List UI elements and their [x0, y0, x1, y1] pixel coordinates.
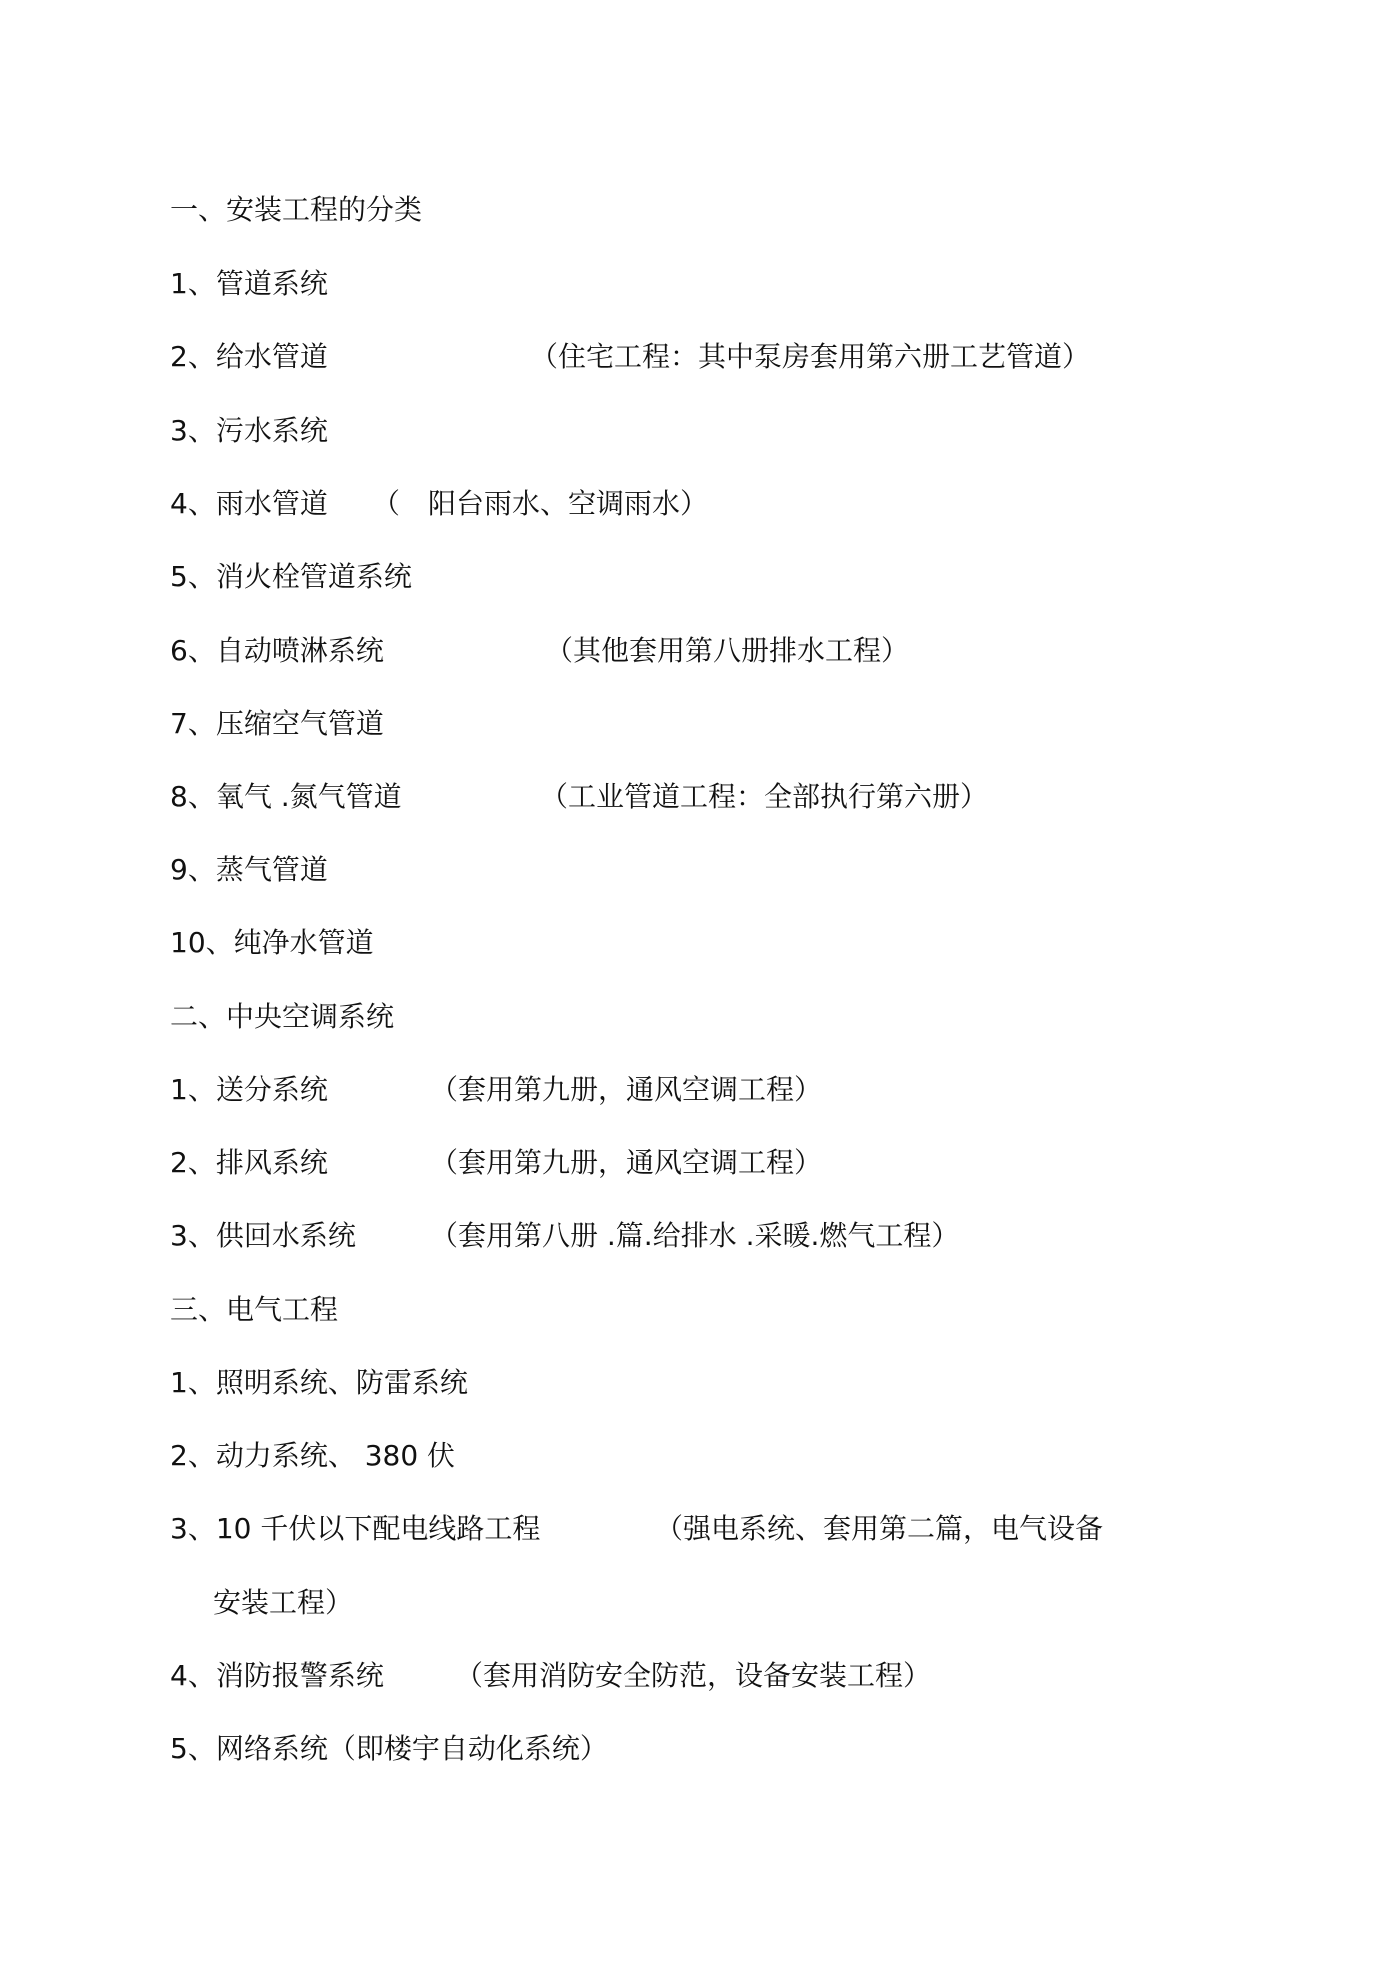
section-heading-installation: 一、安装工程的分类	[170, 193, 423, 226]
list-item-pure-water: 10、纯净水管道	[170, 926, 374, 959]
section-heading-hvac: 二、中央空调系统	[170, 1000, 395, 1033]
list-item-hydrant: 5、消火栓管道系统	[170, 560, 412, 593]
list-item-note-fire-alarm: （套用消防安全防范，设备安装工程）	[455, 1659, 932, 1692]
list-item-rainwater: 4、雨水管道	[170, 487, 328, 520]
list-item-note-exhaust: （套用第九册，通风空调工程）	[430, 1146, 823, 1179]
list-item-chilled-water: 3、供回水系统	[170, 1219, 356, 1252]
list-item-network: 5、网络系统（即楼宇自动化系统）	[170, 1732, 608, 1765]
list-item-sewage: 3、污水系统	[170, 414, 328, 447]
list-item-distribution-continued: 安装工程）	[213, 1586, 354, 1619]
list-item-sprinkler: 6、自动喷淋系统	[170, 634, 384, 667]
list-item-power: 2、动力系统、 380 伏	[170, 1439, 456, 1472]
list-item-note-oxygen-nitrogen: （工业管道工程：全部执行第六册）	[540, 780, 989, 813]
list-item-note-sprinkler: （其他套用第八册排水工程）	[545, 634, 910, 667]
list-item-steam: 9、蒸气管道	[170, 853, 328, 886]
list-item-pipeline-system: 1、管道系统	[170, 267, 328, 300]
list-item-oxygen-nitrogen: 8、氧气 .氮气管道	[170, 780, 402, 813]
list-item-lighting: 1、照明系统、防雷系统	[170, 1366, 468, 1399]
list-item-note-distribution: （强电系统、套用第二篇，电气设备	[655, 1512, 1104, 1545]
list-item-supply-air: 1、送分系统	[170, 1073, 328, 1106]
list-item-water-supply: 2、给水管道	[170, 340, 328, 373]
list-item-distribution: 3、10 千伏以下配电线路工程	[170, 1512, 541, 1545]
list-item-compressed-air: 7、压缩空气管道	[170, 707, 384, 740]
section-heading-electrical: 三、电气工程	[170, 1293, 339, 1326]
list-item-note-supply-air: （套用第九册，通风空调工程）	[430, 1073, 823, 1106]
list-item-fire-alarm: 4、消防报警系统	[170, 1659, 384, 1692]
list-item-exhaust: 2、排风系统	[170, 1146, 328, 1179]
list-item-note-rainwater: （ 阳台雨水、空调雨水）	[372, 487, 709, 520]
list-item-note-chilled-water: （套用第八册 .篇.给排水 .采暖.燃气工程）	[430, 1219, 960, 1252]
list-item-note-water-supply: （住宅工程：其中泵房套用第六册工艺管道）	[530, 340, 1091, 373]
